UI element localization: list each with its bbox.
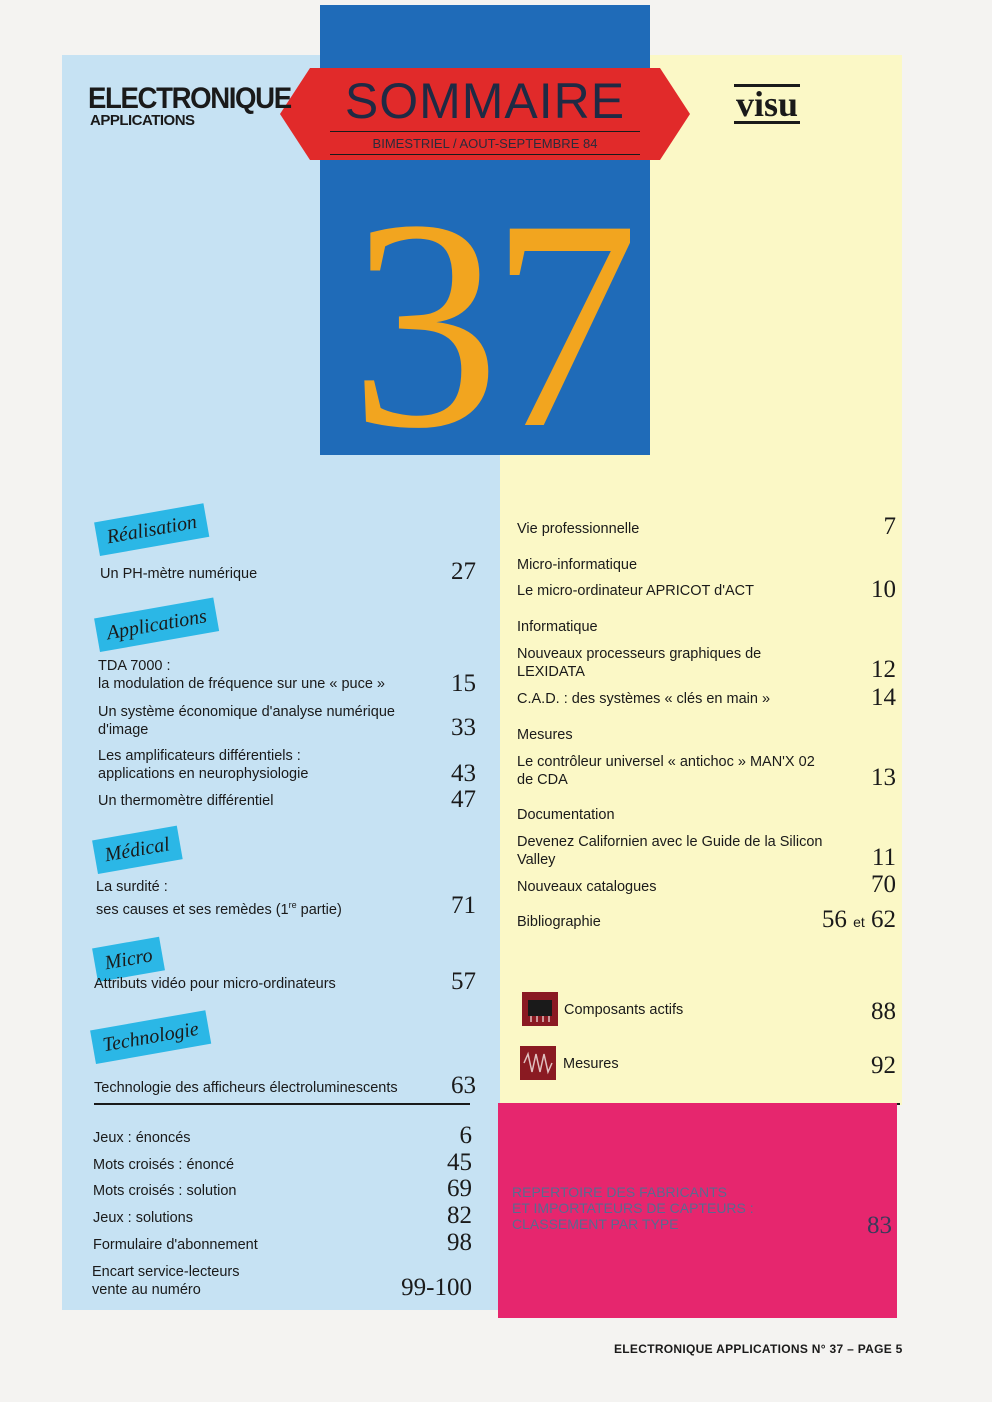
article-title[interactable]: Devenez Californien avec le Guide de la Silicon Valley <box>517 834 823 868</box>
divider <box>94 1103 470 1105</box>
page-number: 45 <box>447 1149 472 1176</box>
article-title[interactable]: Les amplificateurs différentiels : applications en neurophysiologie <box>98 748 309 782</box>
section-heading: Informatique <box>517 619 598 635</box>
page-number: 57 <box>451 968 476 995</box>
page-number: 6 <box>459 1122 472 1149</box>
page-number: 88 <box>871 998 896 1025</box>
article-title[interactable]: TDA 7000 : la modulation de fréquence sur une « puce » <box>98 658 385 692</box>
article-title[interactable]: Le micro-ordinateur APRICOT d'ACT <box>517 583 754 599</box>
category-technologie: Technologie <box>90 1010 211 1064</box>
page-number: 98 <box>447 1229 472 1256</box>
article-title[interactable]: Nouveaux processeurs graphiques de LEXIDATA <box>517 646 762 680</box>
page-number: 15 <box>451 670 476 697</box>
page-number: 11 <box>871 844 896 871</box>
misc-item[interactable]: Encart service-lecteurs vente au numéro <box>92 1264 240 1298</box>
page-number: 14 <box>871 684 896 711</box>
section-heading[interactable]: Composants actifs <box>564 1002 684 1018</box>
partner-logo: visu <box>736 84 799 124</box>
article-title[interactable]: Un thermomètre différentiel <box>98 793 274 809</box>
category-micro: Micro <box>92 937 165 982</box>
issue-subtitle: BIMESTRIEL / AOUT-SEPTEMBRE 84 <box>372 136 598 151</box>
page-number: 12 <box>871 656 896 683</box>
page-number: 82 <box>447 1202 472 1229</box>
repertoire-title[interactable]: REPERTOIRE DES FABRICANTS ET IMPORTATEURS DE CAPTEURS : CLASSEMENT PAR TYPE <box>512 1184 754 1232</box>
article-title[interactable]: Un système économique d'analyse numérique d'image <box>98 704 395 738</box>
page-number: 13 <box>871 764 896 791</box>
misc-item[interactable]: Jeux : énoncés <box>93 1130 191 1146</box>
page-number: 70 <box>871 871 896 898</box>
page-number: 43 <box>451 760 476 787</box>
page-number: 92 <box>871 1052 896 1079</box>
page-footer: ELECTRONIQUE APPLICATIONS N° 37 – PAGE 5 <box>614 1342 903 1356</box>
component-chip-icon <box>522 992 558 1026</box>
article-title[interactable]: C.A.D. : des systèmes « clés en main » <box>517 691 771 707</box>
misc-item[interactable]: Mots croisés : énoncé <box>93 1157 235 1173</box>
article-title[interactable]: Nouveaux catalogues <box>517 879 657 895</box>
issue-number <box>350 150 630 450</box>
article-title[interactable]: Un PH-mètre numérique <box>100 566 258 582</box>
article-title[interactable]: La surdité : ses causes et ses remèdes (1re partie) <box>96 879 342 918</box>
page-number: 99-100 <box>401 1274 472 1301</box>
misc-item[interactable]: Mots croisés : solution <box>93 1183 237 1199</box>
page-number: 27 <box>451 558 476 585</box>
section-heading: Mesures <box>517 727 573 743</box>
article-title[interactable]: Le contrôleur universel « antichoc » MAN'X 02 de CDA <box>517 754 815 788</box>
svg-text:37: 37 <box>350 158 630 450</box>
article-title[interactable]: Technologie des afficheurs électroluminescents <box>94 1080 398 1096</box>
misc-item[interactable]: Jeux : solutions <box>93 1210 193 1226</box>
magazine-name: ELECTRONIQUE <box>88 82 291 115</box>
section-heading[interactable]: Vie professionnelle <box>517 521 640 537</box>
page-number: 83 <box>867 1212 892 1239</box>
page-number: 69 <box>447 1175 472 1202</box>
category-applications: Applications <box>94 597 219 652</box>
magazine-subname: APPLICATIONS <box>90 112 195 129</box>
page-number: 10 <box>871 576 896 603</box>
banner-rule-top <box>330 131 640 132</box>
page-title: SOMMAIRE <box>344 73 626 129</box>
page-number: 63 <box>451 1072 476 1099</box>
section-heading[interactable]: Mesures <box>563 1056 619 1072</box>
section-heading: Micro-informatique <box>517 557 638 573</box>
page-number: 33 <box>451 714 476 741</box>
category-realisation: Réalisation <box>94 503 209 556</box>
section-heading: Documentation <box>517 807 615 823</box>
misc-item[interactable]: Formulaire d'abonnement <box>93 1237 258 1253</box>
page-number: 47 <box>451 786 476 813</box>
page-number: 56 et 62 <box>821 906 896 933</box>
article-title[interactable]: Attributs vidéo pour micro-ordinateurs <box>94 976 336 992</box>
page-number: 7 <box>883 513 896 540</box>
category-medical: Médical <box>92 826 182 874</box>
section-heading[interactable]: Bibliographie <box>517 914 601 930</box>
page-number: 71 <box>451 892 476 919</box>
waveform-icon <box>520 1046 556 1080</box>
